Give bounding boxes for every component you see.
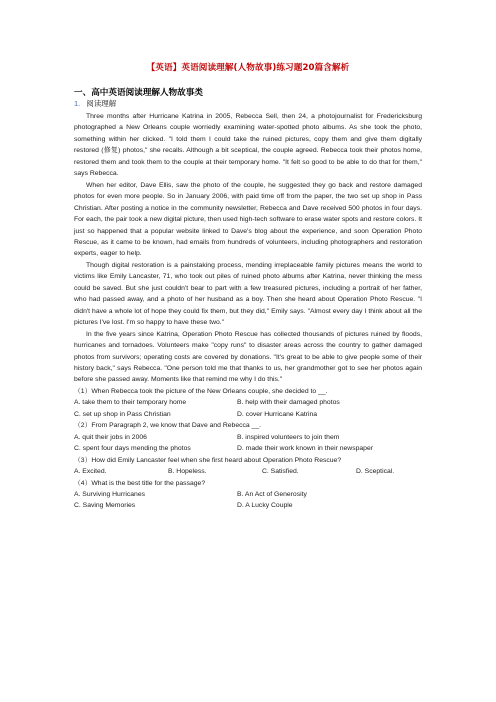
question-stem: （3）How did Emily Lancaster feel when she first heard about Operation Photo Rescue? <box>74 456 342 464</box>
option-row <box>74 397 422 408</box>
option-row <box>74 409 422 420</box>
paragraph: In the five years since Katrina, Operation Photo Rescue has collected thousands of pictures ruined by floods, hurricanes and tornadoes. Volunteers make "copy runs" to disaster areas across the country to gather damaged photos from survivors; operating costs are covered by donations. "It's great to be able to give people some of their history back," says Rebecca. "One person told me that thanks to us, her grandmother got to see her photos again before she passed away. Moments like that remind me why I do this." <box>74 330 422 384</box>
answer-option: D. Sceptical. <box>356 468 395 476</box>
answer-option: C. set up shop in Pass Christian <box>74 410 171 418</box>
document-title: 【英语】英语阅读理解(人物故事)练习题20篇含解析 <box>146 63 350 73</box>
answer-option: C. Satisfied. <box>262 468 299 476</box>
answer-option: A. Surviving Hurricanes <box>74 490 146 498</box>
answer-option: D. made their work known in their newspaper <box>237 445 374 453</box>
paragraph: Three months after Hurricane Katrina in 2005, Rebecca Sell, then 24, a photojournalist for Fredericksburg photographed a New Orleans couple worriedly examining water-spotted photo albums. As she took the photo, something within her clicked. "I told them I could take the ruined pictures, copy them and give them digitally restored (修复) photos," she recalls. Although a bit sceptical, the couple agreed. Rebecca took their photos home, restored them and took them to the couple at their temporary home. "It felt so good to be able to do that for them," says Rebecca. <box>74 113 422 178</box>
option-row <box>74 489 422 500</box>
option-row <box>74 500 422 511</box>
subsection-number: 1. <box>74 99 81 108</box>
subsection-label: 阅读理解 <box>86 99 117 108</box>
question-block <box>74 478 422 512</box>
passage-body <box>74 111 422 512</box>
answer-option: A. Excited. <box>74 468 107 476</box>
question-block <box>74 420 422 454</box>
question-block <box>74 455 422 478</box>
paragraph: Though digital restoration is a painstaking process, mending irreplaceable family pictures means the world to victims like Emily Lancaster, 71, who took out piles of ruined photo albums after Katrina, never thinking the mess could be saved. But she just couldn't bear to part with a few treasured pictures, including a portrait of her father, who had passed away, and a photo of her husband as a boy. Then she heard about Operation Photo Rescue. "I didn't have a whole lot of hope they could fix them, but they did," Emily says. "Almost every day I think about all the pictures I've lost. I'm so happy to have these two." <box>74 261 422 327</box>
paragraph: When her editor, Dave Ellis, saw the photo of the couple, he suggested they go back and restore damaged photos for even more people. So in January 2006, with paid time off from the paper, the two set up shop in Pass Christian. After posting a notice in the community newsletter, Rebecca and Dave received 500 photos in four days. For each, the pair took a new digital picture, then used high-tech software to erase water spots and restore colors. It just so happened that a popular website linked to Dave's blog about the experience, and soon Operation Photo Rescue, as it came to be known, had emails from hundreds of volunteers, including photographers and restoration experts, eager to help. <box>74 181 422 258</box>
answer-option: B. inspired volunteers to join them <box>237 433 340 441</box>
option-row <box>74 443 422 454</box>
option-row <box>74 466 422 477</box>
answer-option: A. take them to their temporary home <box>74 399 187 407</box>
answer-option: A. quit their jobs in 2006 <box>74 433 147 441</box>
option-row <box>74 432 422 443</box>
answer-option: C. Saving Memories <box>74 502 136 510</box>
answer-option: B. Hopeless. <box>168 468 207 476</box>
answer-option: B. An Act of Generosity <box>237 490 307 498</box>
answer-option: D. A Lucky Couple <box>237 502 293 510</box>
section-heading: 一、高中英语阅读理解人物故事类 <box>74 88 203 98</box>
question-stem: （4）What is the best title for the passage? <box>74 479 206 487</box>
question-stem: （2）From Paragraph 2, we know that Dave and Rebecca __. <box>74 422 262 430</box>
subsection-heading <box>74 98 116 109</box>
question-stem: （1）When Rebecca took the picture of the New Orleans couple, she decided to __. <box>74 387 328 395</box>
question-block <box>74 386 422 420</box>
answer-option: C. spent four days mending the photos <box>74 445 191 453</box>
answer-option: D. cover Hurricane Katrina <box>237 410 318 418</box>
answer-option: B. help with their damaged photos <box>237 399 340 407</box>
